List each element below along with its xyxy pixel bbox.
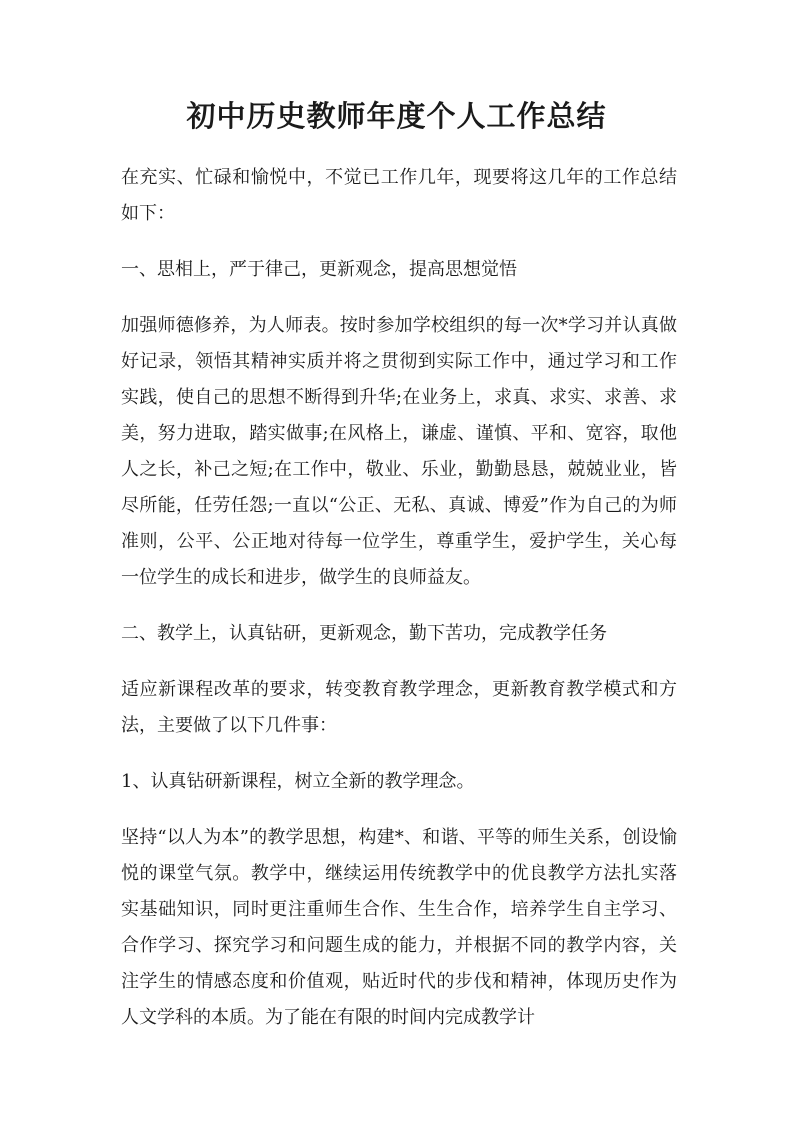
document-title: 初中历史教师年度个人工作总结 (186, 99, 607, 133)
section-heading-2: 二、教学上，认真钻研，更新观念，勤下苦功，完成教学任务 (121, 623, 607, 644)
body-paragraph: 适应新课程改革的要求，转变教育教学理念，更新教育教学模式和方法，主要做了以下几件事： (121, 679, 677, 736)
document-body (121, 160, 677, 1056)
subsection-heading-1: 1、认真钻研新课程，树立全新的教学理念。 (121, 771, 475, 792)
section-heading-1: 一、思相上，严于律己，更新观念，提高思想觉悟 (121, 259, 517, 280)
body-paragraph: 坚持“以人为本”的教学思想，构建*、和谐、平等的师生关系，创设愉悦的课堂气氛。教学中，继续运用传统教学中的优良教学方法扎实落实基础知识，同时更注重师生合作、生生合作，培养学生自主学习、合作学习、探究学习和问题生成的能力，并根据不同的教学内容，关注学生的情感态度和价值观，贴近时代的步伐和精神，体现历史作为人文学科的本质。为了能在有限的时间内完成教学计 (121, 827, 677, 1028)
body-paragraph: 加强师德修养，为人师表。按时参加学校组织的每一次*学习并认真做好记录，领悟其精神实质并将之贯彻到实际工作中，通过学习和工作实践，使自己的思想不断得到升华;在业务上，求真、求实、求善、求美，努力进取，踏实做事;在风格上，谦虚、谨慎、平和、宽容，取他人之长，补己之短;在工作中，敬业、乐业，勤勤恳恳，兢兢业业，皆尽所能，任劳任怨;一直以“公正、无私、真诚、博爱”作为自己的为师准则，公平、公正地对待每一位学生，尊重学生，爱护学生，关心每一位学生的成长和进步，做学生的良师益友。 (121, 315, 677, 588)
intro-paragraph: 在充实、忙碌和愉悦中，不觉已工作几年，现要将这几年的工作总结如下： (121, 167, 677, 224)
